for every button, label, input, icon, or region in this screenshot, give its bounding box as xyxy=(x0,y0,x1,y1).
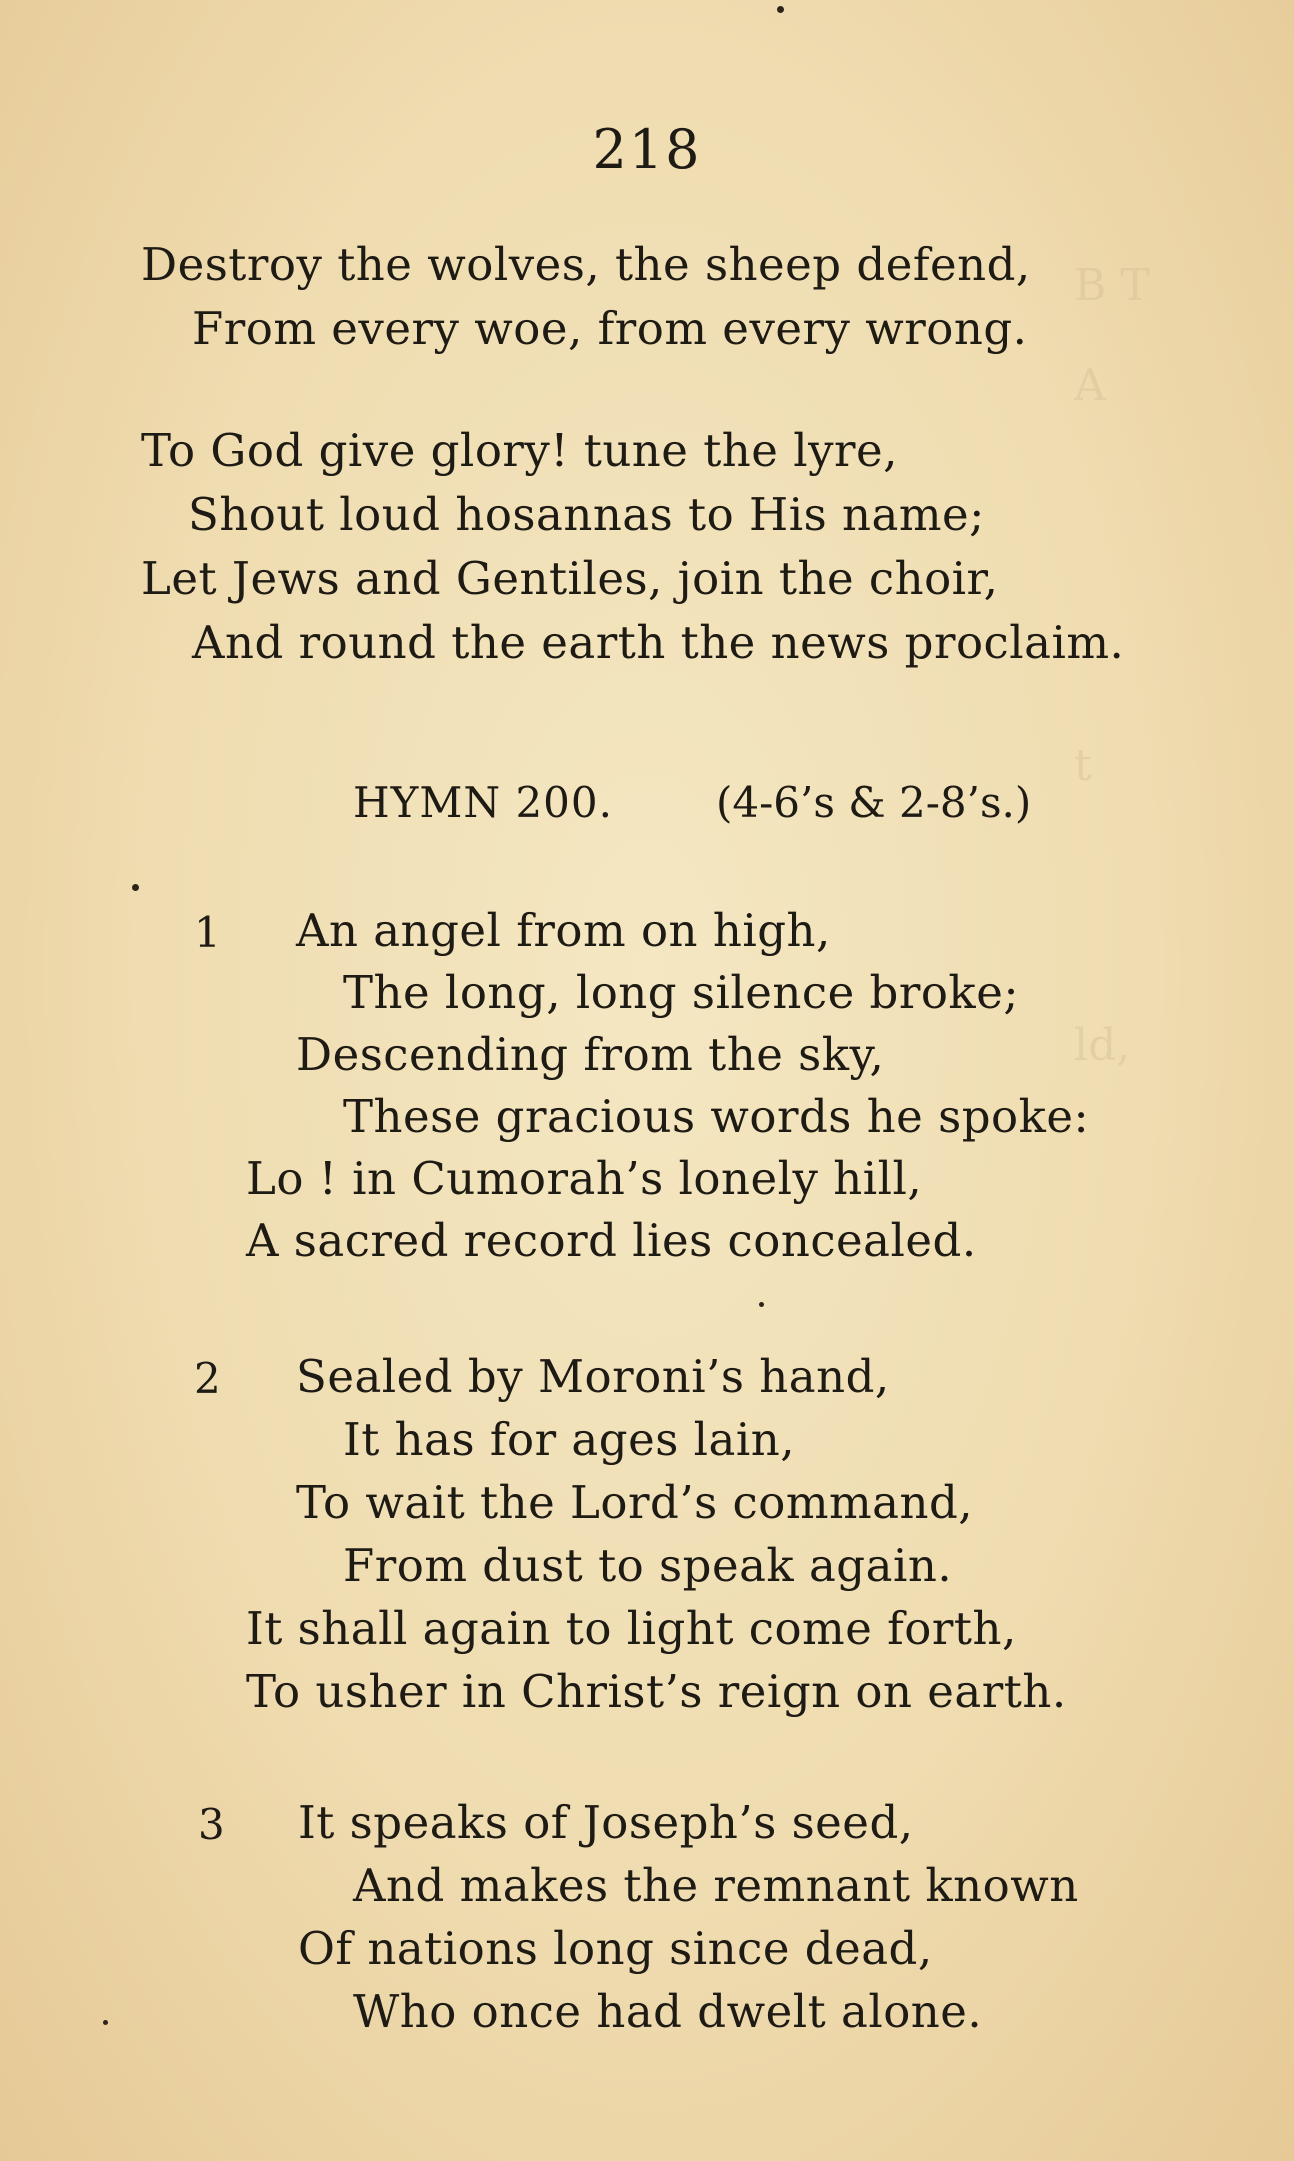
show-through-text: B T xyxy=(1074,260,1150,311)
stanza-line: Let Jews and Gentiles, join the choir, xyxy=(141,552,999,605)
print-speck xyxy=(103,2020,108,2025)
verse-line: An angel from on high, xyxy=(296,904,831,957)
print-speck xyxy=(777,6,784,13)
verse-line: The long, long silence broke; xyxy=(343,966,1019,1019)
verse-line: These gracious words he spoke: xyxy=(343,1090,1090,1143)
verse-line: A sacred record lies concealed. xyxy=(246,1214,977,1267)
verse-line: It has for ages lain, xyxy=(343,1413,795,1466)
print-speck xyxy=(132,884,139,891)
verse-line: To wait the Lord’s command, xyxy=(296,1476,974,1529)
stanza-line: Destroy the wolves, the sheep defend, xyxy=(141,238,1031,291)
verse-line: To usher in Christ’s reign on earth. xyxy=(246,1665,1067,1718)
verse-line: From dust to speak again. xyxy=(343,1539,953,1592)
verse-line: Who once had dwelt alone. xyxy=(353,1985,983,2038)
print-speck xyxy=(759,1302,764,1307)
verse-line: It shall again to light come forth, xyxy=(246,1602,1017,1655)
verse-line: And makes the remnant known xyxy=(353,1859,1079,1912)
show-through-text: ld, xyxy=(1074,1020,1131,1071)
verse-line: Of nations long since dead, xyxy=(298,1922,933,1975)
verse-line: Descending from the sky, xyxy=(296,1028,885,1081)
verse-number: 1 xyxy=(194,908,221,957)
show-through-text: A xyxy=(1074,360,1106,411)
show-through-text: t xyxy=(1074,740,1092,791)
verse-line: It speaks of Joseph’s seed, xyxy=(298,1796,914,1849)
page-number: 218 xyxy=(592,118,702,181)
verse-number: 3 xyxy=(198,1800,225,1849)
verse-number: 2 xyxy=(194,1354,221,1403)
stanza-line: From every woe, from every wrong. xyxy=(192,302,1028,355)
stanza-line: And round the earth the news proclaim. xyxy=(192,616,1125,669)
stanza-line: Shout loud hosannas to His name; xyxy=(188,488,985,541)
hymn-title: HYMN 200. xyxy=(353,778,613,827)
verse-line: Sealed by Moroni’s hand, xyxy=(296,1350,890,1403)
hymn-meter: (4-6’s & 2-8’s.) xyxy=(716,778,1032,827)
verse-line: Lo ! in Cumorah’s lonely hill, xyxy=(246,1152,923,1205)
stanza-line: To God give glory! tune the lyre, xyxy=(141,424,898,477)
